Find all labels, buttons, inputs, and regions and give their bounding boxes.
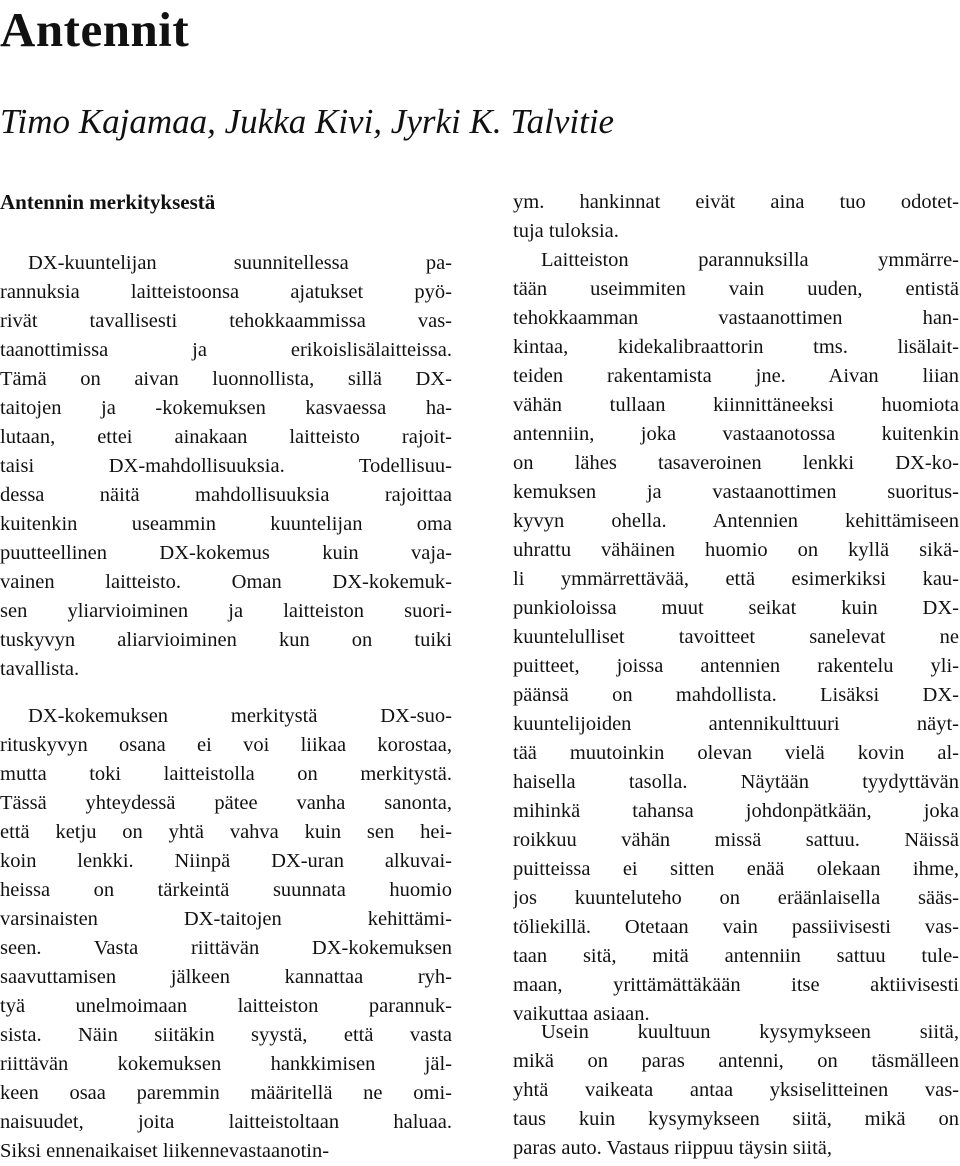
- right-paragraph-2-line: päänsä on mahdollista. Lisäksi DX-: [513, 684, 959, 706]
- right-paragraph-2-line: tää muutoinkin olevan vielä kovin al-: [513, 742, 959, 764]
- left-paragraph-1-line: lutaan, ettei ainakaan laitteisto rajoit-: [0, 426, 452, 448]
- right-paragraph-2-line: tään useimmiten vain uuden, entistä: [513, 278, 959, 300]
- right-paragraph-2-line: kemuksen ja vastaanottimen suoritus-: [513, 481, 959, 503]
- left-paragraph-2-line: keen osaa paremmin määritellä ne omi-: [0, 1082, 452, 1104]
- left-paragraph-1-line: vainen laitteisto. Oman DX-kokemuk-: [0, 571, 452, 593]
- left-paragraph-2-line: sista. Näin siitäkin syystä, että vasta: [0, 1024, 452, 1046]
- right-paragraph-2-line: antenniin, joka vastaanotossa kuitenkin: [513, 423, 959, 445]
- left-paragraph-1-line: sen yliarvioiminen ja laitteiston suori-: [0, 600, 452, 622]
- right-paragraph-2-line: maan, yrittämättäkään itse aktiivisesti: [513, 974, 959, 996]
- left-paragraph-1-line: dessa näitä mahdollisuuksia rajoittaa: [0, 484, 452, 506]
- right-paragraph-2-line: punkioloissa muut seikat kuin DX-: [513, 597, 959, 619]
- right-paragraph-2-line: Laitteiston parannuksilla ymmärre-: [541, 249, 959, 271]
- left-paragraph-2-line: saavuttamisen jälkeen kannattaa ryh-: [0, 966, 452, 988]
- right-paragraph-2-line: haisella tasolla. Näytään tyydyttävän: [513, 771, 959, 793]
- left-paragraph-2-line: heissa on tärkeintä suunnata huomio: [0, 879, 452, 901]
- right-paragraph-3-line: Usein kuultuun kysymykseen siitä,: [541, 1021, 959, 1043]
- left-paragraph-1-line: taanottimissa ja erikoislisälaitteissa.: [0, 339, 452, 361]
- left-paragraph-2-line: DX-kokemuksen merkitystä DX-suo-: [28, 705, 452, 727]
- left-paragraph-1-line: puutteellinen DX-kokemus kuin vaja-: [0, 542, 452, 564]
- page-title: Antennit: [0, 2, 190, 57]
- left-paragraph-1-line: Tämä on aivan luonnollista, sillä DX-: [0, 368, 452, 390]
- right-paragraph-2-line: vähän tullaan kiinnittäneeksi huomiota: [513, 394, 959, 416]
- right-paragraph-2-line: on lähes tasaveroinen lenkki DX-ko-: [513, 452, 959, 474]
- right-paragraph-3-line: taus kuin kysymykseen siitä, mikä on: [513, 1108, 959, 1130]
- left-paragraph-2-line: Siksi ennenaikaiset liikennevastaanotin-: [0, 1140, 330, 1162]
- left-paragraph-2-line: riittävän kokemuksen hankkimisen jäl-: [0, 1053, 452, 1075]
- right-paragraph-2-line: kintaa, kidekalibraattorin tms. lisälait-: [513, 336, 959, 358]
- left-paragraph-1-line: rivät tavallisesti tehokkaammissa vas-: [0, 310, 452, 332]
- right-paragraph-2-line: teiden rakentamista jne. Aivan liian: [513, 365, 959, 387]
- right-paragraph-2-line: uhrattu vähäinen huomio on kyllä sikä-: [513, 539, 959, 561]
- right-paragraph-2-line: töliekillä. Otetaan vain passiivisesti vas-: [513, 916, 959, 938]
- section-heading: Antennin merkityksestä: [0, 190, 216, 214]
- right-paragraph-2-line: puitteet, joissa antennien rakentelu yli-: [513, 655, 959, 677]
- right-paragraph-1-line: ym. hankinnat eivät aina tuo odotet-: [513, 191, 959, 213]
- right-paragraph-2-line: li ymmärrettävää, että esimerkiksi kau-: [513, 568, 959, 590]
- right-paragraph-2-line: kyvyn ohella. Antennien kehittämiseen: [513, 510, 959, 532]
- left-paragraph-2-line: seen. Vasta riittävän DX-kokemuksen: [0, 937, 452, 959]
- right-paragraph-2-line: roikkuu vähän missä sattuu. Näissä: [513, 829, 959, 851]
- right-paragraph-2-line: kuuntelijoiden antennikulttuuri näyt-: [513, 713, 959, 735]
- right-paragraph-2-line: mihinkä tahansa johdonpätkään, joka: [513, 800, 959, 822]
- left-paragraph-2-line: varsinaisten DX-taitojen kehittämi-: [0, 908, 452, 930]
- right-paragraph-3-line: mikä on paras antenni, on täsmälleen: [513, 1050, 959, 1072]
- left-paragraph-1-line: taisi DX-mahdollisuuksia. Todellisuu-: [0, 455, 452, 477]
- left-paragraph-2-line: mutta toki laitteistolla on merkitystä.: [0, 763, 452, 785]
- left-paragraph-1-line: rannuksia laitteistoonsa ajatukset pyö-: [0, 281, 452, 303]
- left-paragraph-1-line: tuskyvyn aliarvioiminen kun on tuiki: [0, 629, 452, 651]
- right-paragraph-1-line: tuja tuloksia.: [513, 220, 619, 242]
- left-paragraph-2-line: tyä unelmoimaan laitteiston parannuk-: [0, 995, 452, 1017]
- left-paragraph-1-line: DX-kuuntelijan suunnitellessa pa-: [28, 252, 452, 274]
- right-paragraph-3-line: yhtä vaikeata antaa yksiselitteinen vas-: [513, 1079, 959, 1101]
- right-paragraph-2-line: jos kuunteluteho on eräänlaisella sääs-: [513, 887, 959, 909]
- left-paragraph-2-line: Tässä yhteydessä pätee vanha sanonta,: [0, 792, 452, 814]
- left-paragraph-2-line: että ketju on yhtä vahva kuin sen hei-: [0, 821, 452, 843]
- right-paragraph-2-line: tehokkaamman vastaanottimen han-: [513, 307, 959, 329]
- authors-line: Timo Kajamaa, Jukka Kivi, Jyrki K. Talvitie: [0, 102, 615, 141]
- left-paragraph-1-line: tavallista.: [0, 658, 80, 680]
- right-paragraph-2-line: taan sitä, mitä antenniin sattuu tule-: [513, 945, 959, 967]
- left-paragraph-2-line: rituskyvyn osana ei voi liikaa korostaa,: [0, 734, 452, 756]
- left-paragraph-2-line: naisuudet, joita laitteistoltaan haluaa.: [0, 1111, 452, 1133]
- right-paragraph-2-line: puitteissa ei sitten enää olekaan ihme,: [513, 858, 959, 880]
- left-paragraph-1-line: taitojen ja -kokemuksen kasvaessa ha-: [0, 397, 452, 419]
- right-paragraph-2-line: vaikuttaa asiaan.: [513, 1003, 650, 1025]
- right-paragraph-2-line: kuuntelulliset tavoitteet sanelevat ne: [513, 626, 959, 648]
- right-paragraph-3-line: paras auto. Vastaus riippuu täysin siitä,: [513, 1137, 833, 1159]
- left-paragraph-1-line: kuitenkin useammin kuuntelijan oma: [0, 513, 452, 535]
- left-paragraph-2-line: koin lenkki. Niinpä DX-uran alkuvai-: [0, 850, 452, 872]
